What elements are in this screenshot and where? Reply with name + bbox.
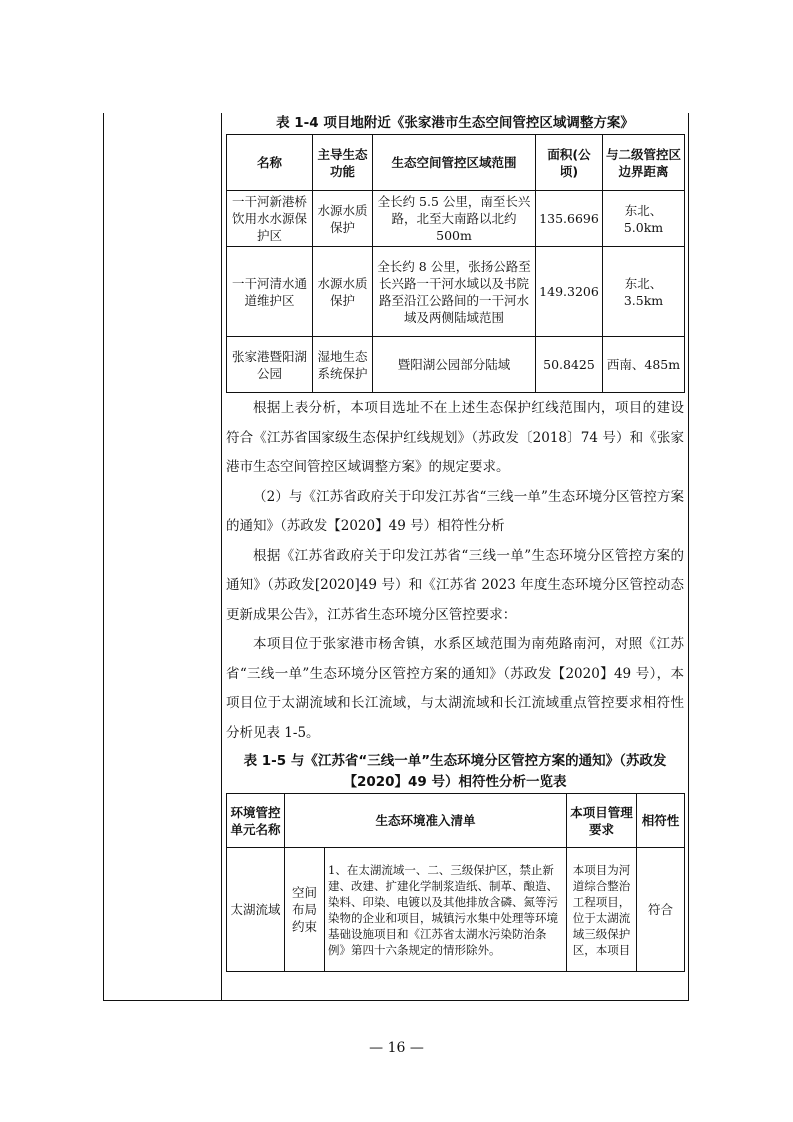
cell-category: 空间布局约束 xyxy=(285,848,325,972)
col-header-function: 主导生态功能 xyxy=(313,135,373,191)
table-1-5 xyxy=(226,793,685,972)
paragraph: 根据《江苏省政府关于印发江苏省“三线一单”生态环境分区管控方案的通知》（苏政发[2020]49 号）和《江苏省 2023 年度生态环境分区管控动态更新成果公告》，江苏省生态环境分区管控要求： xyxy=(226,547,684,623)
cell-requirement: 1、在太湖流域一、二、三级保护区，禁止新建、改建、扩建化学制浆造纸、制革、酿造、染料、印染、电镀以及其他排放含磷、氮等污染物的企业和项目，城镇污水集中处理等环境基础设施项目和《江苏省太湖水污染防治条例》第四十六条规定的情形除外。 xyxy=(325,848,567,972)
cell: 135.6696 xyxy=(536,191,603,247)
col-header-unit: 环境管控单元名称 xyxy=(227,794,285,848)
paragraph: 根据上表分析，本项目选址不在上述生态保护红线范围内，项目的建设符合《江苏省国家级生态保护红线规划》（苏政发〔2018〕74 号）和《张家港市生态空间管控区域调整方案》的规定要求。 xyxy=(226,400,684,475)
content-area xyxy=(226,113,684,972)
page-number: — 16 — xyxy=(369,1040,424,1056)
col-header-project: 本项目管理要求 xyxy=(567,794,637,848)
table-row xyxy=(227,848,685,972)
table-1-5-caption: 表 1-5 与《江苏省“三线一单”生态环境分区管控方案的通知》（苏政发【2020】49 号）相符性分析一览表 xyxy=(243,753,667,790)
cell: 全长约 5.5 公里，南至长兴路，北至大南路以北约 500m xyxy=(373,191,536,247)
table-1-4 xyxy=(226,134,685,393)
table-row xyxy=(227,191,685,247)
cell-project: 本项目为河道综合整治工程项目，位于太湖流域三级保护区，本项目 xyxy=(567,848,637,972)
cell: 湿地生态系统保护 xyxy=(313,337,373,393)
table-header-row xyxy=(227,794,685,848)
col-header-area: 面积(公顷) xyxy=(536,135,603,191)
cell: 西南、485m xyxy=(603,337,685,393)
cell: 暨阳湖公园部分陆域 xyxy=(373,337,536,393)
cell-conformity: 符合 xyxy=(637,848,685,972)
col-header-range: 生态空间管控区域范围 xyxy=(373,135,536,191)
table-1-4-caption: 表 1-4 项目地附近《张家港市生态空间管控区域调整方案》 xyxy=(276,115,634,131)
cell: 149.3206 xyxy=(536,247,603,337)
paragraph: （2）与《江苏省政府关于印发江苏省“三线一单”生态环境分区管控方案的通知》（苏政发【2020】49 号）相符性分析 xyxy=(226,488,684,534)
cell-unit: 太湖流域 xyxy=(227,848,285,972)
table-header-row xyxy=(227,135,685,191)
cell: 东北、5.0km xyxy=(603,191,685,247)
cell: 一干河新港桥饮用水水源保护区 xyxy=(227,191,313,247)
col-header-distance: 与二级管控区边界距离 xyxy=(603,135,685,191)
cell: 水源水质保护 xyxy=(313,191,373,247)
table-row xyxy=(227,337,685,393)
cell: 张家港暨阳湖公园 xyxy=(227,337,313,393)
paragraph: 本项目位于张家港市杨舍镇，水系区域范围为南苑路南河，对照《江苏省“三线一单”生态环境分区管控方案的通知》（苏政发【2020】49 号），本项目位于太湖流域和长江流域，与太湖流域和长江流域重点管控要求相符性分析见表 1-5。 xyxy=(226,636,684,741)
frame-divider xyxy=(221,113,222,1001)
cell: 水源水质保护 xyxy=(313,247,373,337)
cell: 一干河清水通道维护区 xyxy=(227,247,313,337)
cell: 50.8425 xyxy=(536,337,603,393)
table-row xyxy=(227,247,685,337)
col-header-list: 生态环境准入清单 xyxy=(285,794,567,848)
col-header-name: 名称 xyxy=(227,135,313,191)
cell: 东北、3.5km xyxy=(603,247,685,337)
col-header-conformity: 相符性 xyxy=(637,794,685,848)
cell: 全长约 8 公里，张扬公路至长兴路一干河水域以及书院路至沿江公路间的一干河水域及两侧陆域范围 xyxy=(373,247,536,337)
